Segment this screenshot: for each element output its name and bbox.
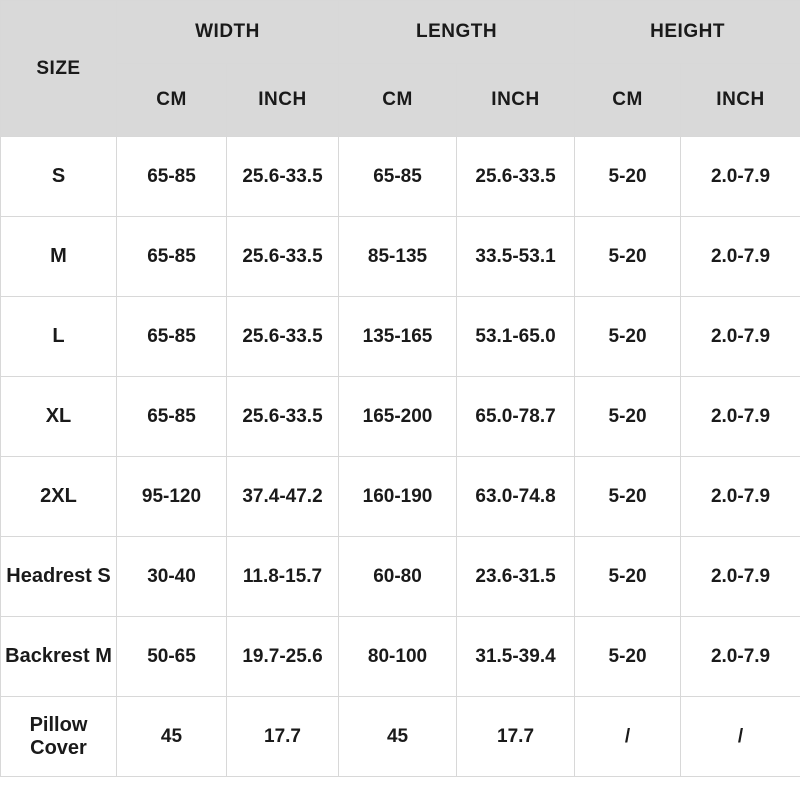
cell-length-inch: 65.0-78.7 <box>457 377 575 457</box>
header-length-cm: CM <box>339 64 457 137</box>
header-width-inch: INCH <box>227 64 339 137</box>
table-row <box>1 457 800 537</box>
cell-height-cm: 5-20 <box>575 137 681 217</box>
row-size-label: M <box>1 217 117 297</box>
row-size-label: XL <box>1 377 117 457</box>
cell-width-inch: 19.7-25.6 <box>227 617 339 697</box>
cell-length-inch: 33.5-53.1 <box>457 217 575 297</box>
cell-width-cm: 45 <box>117 697 227 777</box>
header-group-width: WIDTH <box>117 1 339 64</box>
cell-height-inch: 2.0-7.9 <box>681 377 800 457</box>
table-row <box>1 137 800 217</box>
cell-length-cm: 45 <box>339 697 457 777</box>
cell-height-inch: 2.0-7.9 <box>681 537 800 617</box>
cell-length-inch: 17.7 <box>457 697 575 777</box>
header-height-cm: CM <box>575 64 681 137</box>
row-size-label: S <box>1 137 117 217</box>
cell-length-cm: 160-190 <box>339 457 457 537</box>
cell-width-cm: 65-85 <box>117 137 227 217</box>
cell-width-inch: 17.7 <box>227 697 339 777</box>
cell-length-inch: 53.1-65.0 <box>457 297 575 377</box>
cell-height-inch: / <box>681 697 800 777</box>
table-row <box>1 537 800 617</box>
cell-width-cm: 65-85 <box>117 217 227 297</box>
cell-height-cm: 5-20 <box>575 537 681 617</box>
header-unit-row <box>1 64 800 137</box>
table-row <box>1 617 800 697</box>
cell-length-cm: 165-200 <box>339 377 457 457</box>
cell-width-inch: 25.6-33.5 <box>227 297 339 377</box>
row-size-label: L <box>1 297 117 377</box>
header-length-inch: INCH <box>457 64 575 137</box>
row-size-label: Pillow Cover <box>1 697 117 777</box>
cell-height-cm: / <box>575 697 681 777</box>
cell-length-cm: 135-165 <box>339 297 457 377</box>
table-header <box>1 1 800 137</box>
cell-length-cm: 65-85 <box>339 137 457 217</box>
cell-width-inch: 25.6-33.5 <box>227 217 339 297</box>
cell-height-cm: 5-20 <box>575 617 681 697</box>
cell-height-cm: 5-20 <box>575 297 681 377</box>
cell-height-inch: 2.0-7.9 <box>681 137 800 217</box>
cell-width-cm: 95-120 <box>117 457 227 537</box>
header-group-length: LENGTH <box>339 1 575 64</box>
table-body <box>1 137 800 777</box>
table-row <box>1 697 800 777</box>
cell-length-inch: 31.5-39.4 <box>457 617 575 697</box>
cell-length-inch: 23.6-31.5 <box>457 537 575 617</box>
header-group-row <box>1 1 800 64</box>
table-row <box>1 377 800 457</box>
row-size-label: 2XL <box>1 457 117 537</box>
cell-length-cm: 60-80 <box>339 537 457 617</box>
cell-height-cm: 5-20 <box>575 457 681 537</box>
header-size: SIZE <box>1 1 117 137</box>
header-group-height: HEIGHT <box>575 1 800 64</box>
cell-length-inch: 63.0-74.8 <box>457 457 575 537</box>
cell-length-cm: 85-135 <box>339 217 457 297</box>
cell-width-inch: 25.6-33.5 <box>227 377 339 457</box>
cell-height-inch: 2.0-7.9 <box>681 617 800 697</box>
cell-length-cm: 80-100 <box>339 617 457 697</box>
header-height-inch: INCH <box>681 64 800 137</box>
cell-width-cm: 65-85 <box>117 377 227 457</box>
cell-width-inch: 25.6-33.5 <box>227 137 339 217</box>
cell-height-inch: 2.0-7.9 <box>681 297 800 377</box>
row-size-label: Headrest S <box>1 537 117 617</box>
row-size-label: Backrest M <box>1 617 117 697</box>
cell-height-cm: 5-20 <box>575 217 681 297</box>
cell-width-inch: 37.4-47.2 <box>227 457 339 537</box>
cell-width-cm: 50-65 <box>117 617 227 697</box>
cell-width-cm: 30-40 <box>117 537 227 617</box>
header-width-cm: CM <box>117 64 227 137</box>
table-row <box>1 217 800 297</box>
cell-height-inch: 2.0-7.9 <box>681 457 800 537</box>
table-row <box>1 297 800 377</box>
cell-height-inch: 2.0-7.9 <box>681 217 800 297</box>
cell-width-cm: 65-85 <box>117 297 227 377</box>
cell-length-inch: 25.6-33.5 <box>457 137 575 217</box>
cell-height-cm: 5-20 <box>575 377 681 457</box>
cell-width-inch: 11.8-15.7 <box>227 537 339 617</box>
